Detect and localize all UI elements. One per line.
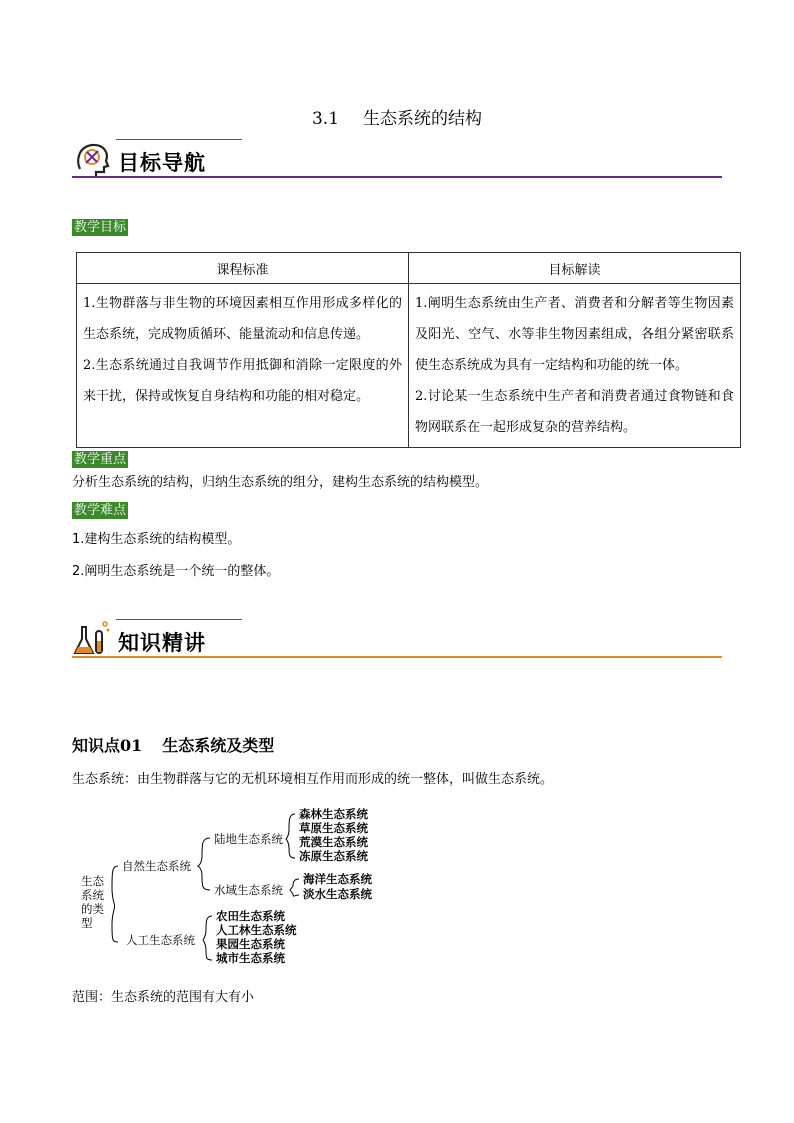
table-cell-standard (77, 284, 409, 448)
knowledge-point-heading (72, 733, 274, 756)
definition-text: 生态系统：由生物群落与它的无机环境相互作用而形成的统一整体，叫做生态系统。 (72, 772, 554, 787)
tree-brace-land (286, 814, 295, 858)
section-label-knowledge: 知识精讲 (118, 631, 206, 655)
tree-brace-natural (198, 838, 210, 890)
table-header: 目标解读 (409, 253, 741, 284)
tree-root: 型 (81, 916, 93, 930)
tree-leaf: 海洋生态系统 (303, 872, 372, 886)
tree-leaf: 人工林生态系统 (216, 923, 297, 937)
tree-leaf: 草原生态系统 (299, 821, 368, 835)
title-text: 生态系统的结构 (363, 109, 483, 129)
difficulty-item: 1.建构生态系统的结构模型。 (72, 532, 241, 547)
tree-leaf: 淡水生态系统 (303, 887, 372, 901)
tree-root: 生态 (81, 874, 104, 888)
section-header-knowledge (72, 619, 722, 667)
section-topline (116, 139, 242, 140)
tree-node-artificial: 人工生态系统 (126, 933, 195, 947)
section-rule-orange (72, 656, 722, 658)
interpretation-item: 2.讨论某一生态系统中生产者和消费者通过食物链和食物网联系在一起形成复杂的营养结构。 (415, 389, 734, 435)
table-cell-interpretation (409, 284, 741, 448)
section-topline (116, 619, 242, 620)
tree-leaf: 冻原生态系统 (299, 849, 368, 863)
tree-node-natural: 自然生态系统 (122, 859, 191, 873)
title-number: 3.1 (311, 109, 340, 129)
key-point-text: 分析生态系统的结构，归纳生态系统的组分，建构生态系统的结构模型。 (72, 475, 489, 490)
standard-item: 1.生物群落与非生物的环境因素相互作用形成多样化的生态系统，完成物质循环、能量流动和信息传递。 (83, 296, 402, 342)
tree-leaf: 森林生态系统 (299, 807, 368, 821)
tag-text: 教学重点 (74, 452, 127, 467)
interpretation-item: 1.阐明生态系统由生产者、消费者和分解者等生物因素及阳光、空气、水等非生物因素组成，各组分紧密联系使生态系统成为具有一定结构和功能的统一体。 (415, 296, 734, 373)
tag-teaching-goal (72, 216, 128, 236)
tree-leaf: 果园生态系统 (216, 937, 285, 951)
head-brain-icon (72, 139, 112, 179)
section-rule-purple (72, 176, 722, 178)
standard-item: 2.生态系统通过自我调节作用抵御和消除一定限度的外来干扰，保持或恢复自身结构和功能的相对稳定。 (83, 358, 402, 404)
knowledge-point-number: 知识点01 (72, 736, 143, 755)
tree-brace-water (290, 879, 299, 896)
tree-brace-artificial (203, 916, 212, 960)
lab-flask-icon (72, 619, 112, 659)
section-label-nav: 目标导航 (118, 151, 206, 175)
tree-root: 的类 (81, 902, 104, 916)
goals-table (76, 252, 741, 448)
tree-leaf: 荒漠生态系统 (299, 835, 368, 849)
tree-node-water: 水域生态系统 (214, 883, 283, 897)
page-title (0, 104, 794, 129)
section-header-nav (72, 139, 722, 187)
table-header: 课程标准 (77, 253, 409, 284)
tag-text: 教学难点 (74, 503, 127, 518)
tag-difficulty (72, 499, 128, 519)
knowledge-point-title: 生态系统及类型 (162, 736, 275, 755)
scope-text: 范围：生态系统的范围有大有小 (72, 990, 255, 1005)
tree-root: 系统 (81, 888, 104, 902)
difficulty-item: 2.阐明生态系统是一个统一的整体。 (72, 564, 280, 579)
tree-leaf: 农田生态系统 (216, 909, 285, 923)
tree-node-land: 陆地生态系统 (214, 832, 283, 846)
tree-leaf: 城市生态系统 (216, 951, 285, 965)
ecosystem-type-tree (70, 802, 400, 974)
tree-brace-root (112, 866, 118, 942)
tag-key-point (72, 448, 128, 468)
tag-text: 教学目标 (74, 220, 127, 235)
